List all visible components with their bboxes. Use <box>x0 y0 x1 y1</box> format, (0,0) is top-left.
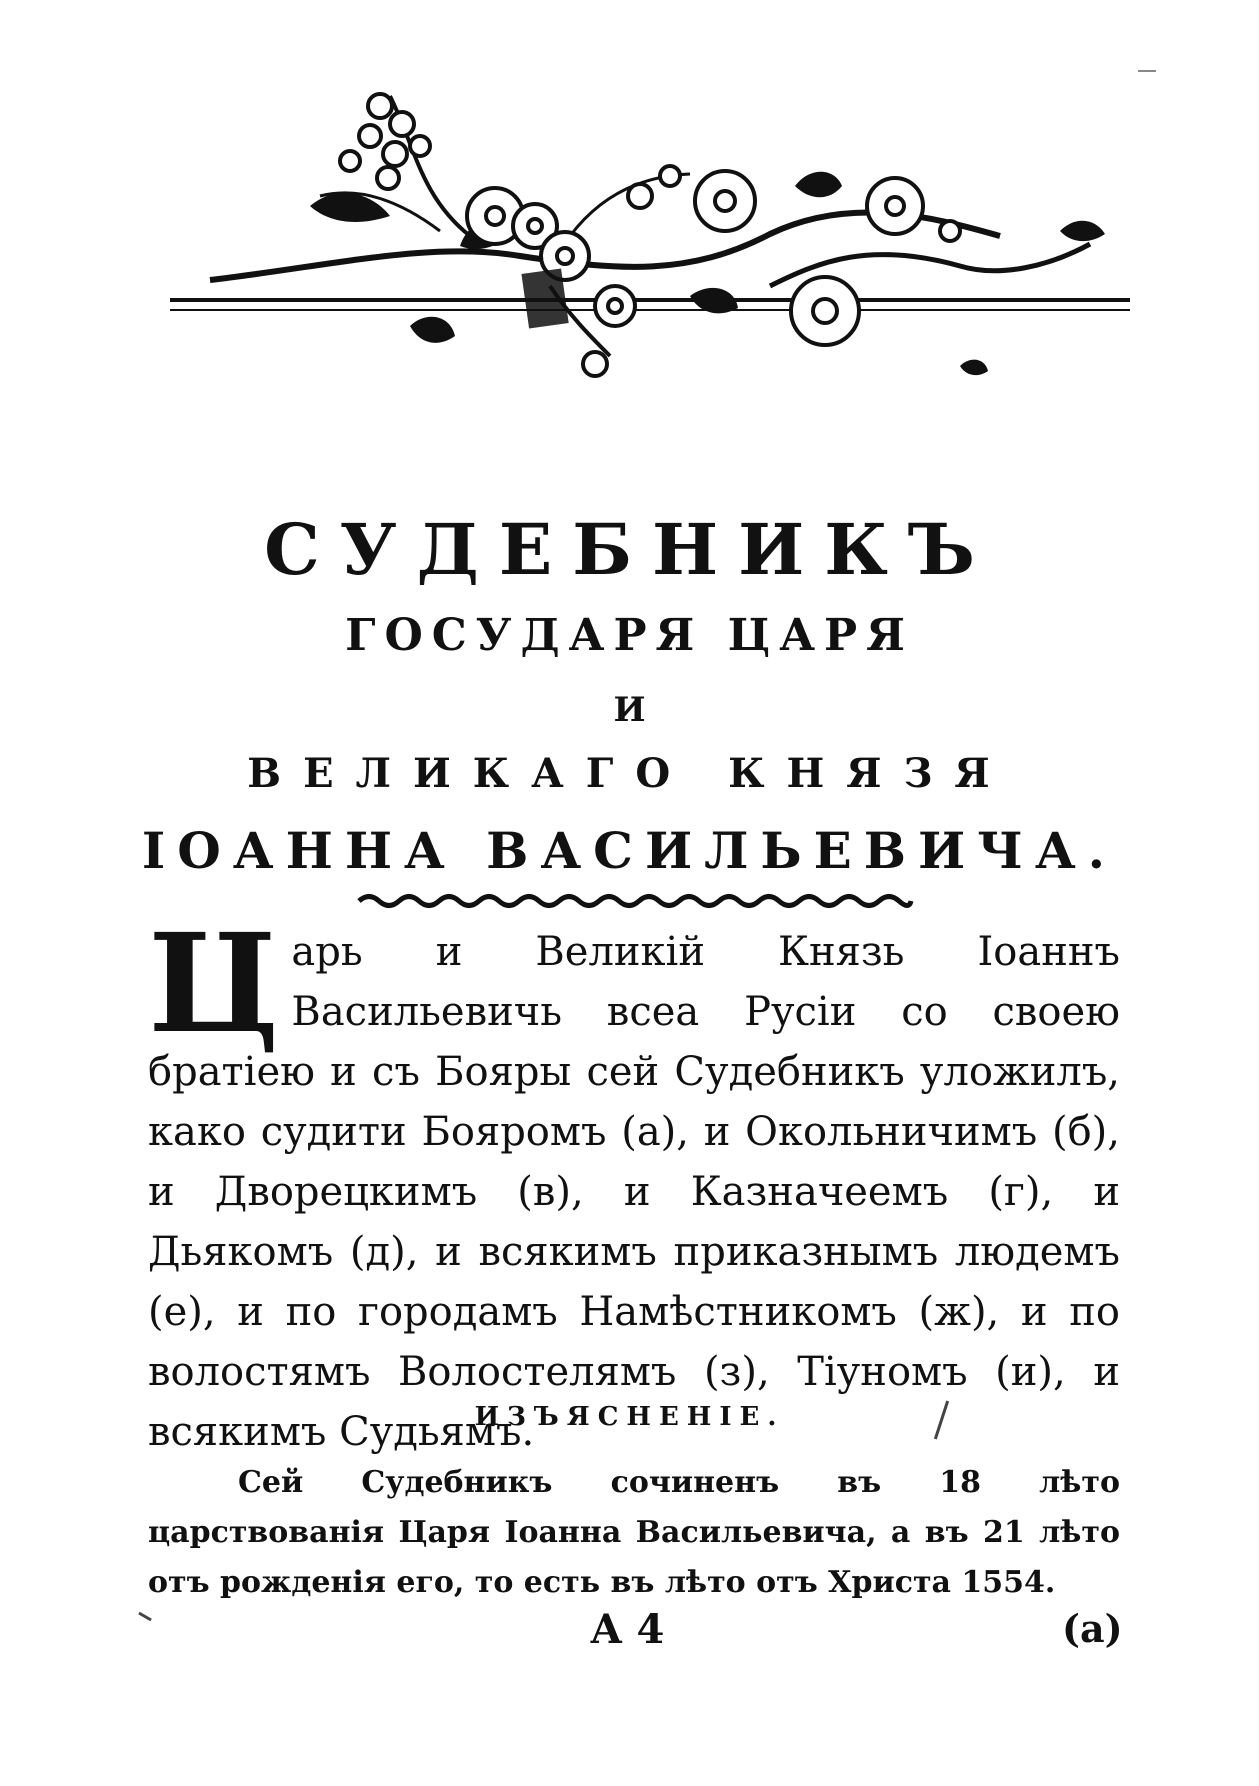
main-paragraph-text: арь и Великій Князь Іоаннъ Васильевичь всеа Русіи со своею братіею и съ Бояры сей Судебникъ уложилъ, како судити Бояромъ (а), и Окольничимъ (б), и Дворецкимъ (в), и Казначеемъ (г), и Дьякомъ (д), и всякимъ приказнымъ людемъ (е), и по городамъ Намѣстникомъ (ж), и по волостямъ Волостелямъ (з), Тіуномъ (и), и всякимъ Судьямъ. <box>148 929 1120 1455</box>
main-paragraph <box>148 904 1120 1462</box>
ornamental-rule-icon <box>355 890 915 912</box>
title-ioann-vasilyevich: ІОАННА ВАСИЛЬЕВИЧА. <box>141 821 1118 880</box>
title-sovereign-tsar: ГОСУДАРЯ ЦАРЯ <box>345 610 914 661</box>
explanation-text: Сей Судебникъ сочиненъ въ 18 лѣто царствованія Царя Іоанна Васильевича, а въ 21 лѣто отъ рожденія его, то есть въ лѣто отъ Христа 1554. <box>148 1465 1120 1600</box>
drop-cap: Ц <box>148 904 280 1064</box>
title-grand-prince: ВЕЛИКАГО КНЯЗЯ <box>247 750 1012 797</box>
explanation-heading: ИЗЪЯСНЕНІЕ. <box>474 1402 785 1432</box>
catchword: (а) <box>1062 1606 1123 1651</box>
floral-headpiece-icon <box>170 66 1130 406</box>
signature-mark: А 4 <box>590 1606 665 1653</box>
title-main: СУДЕБНИКЪ <box>264 508 995 591</box>
stray-mark <box>138 1612 152 1622</box>
title-conjunction: И <box>613 690 646 730</box>
stray-mark <box>1138 70 1156 72</box>
